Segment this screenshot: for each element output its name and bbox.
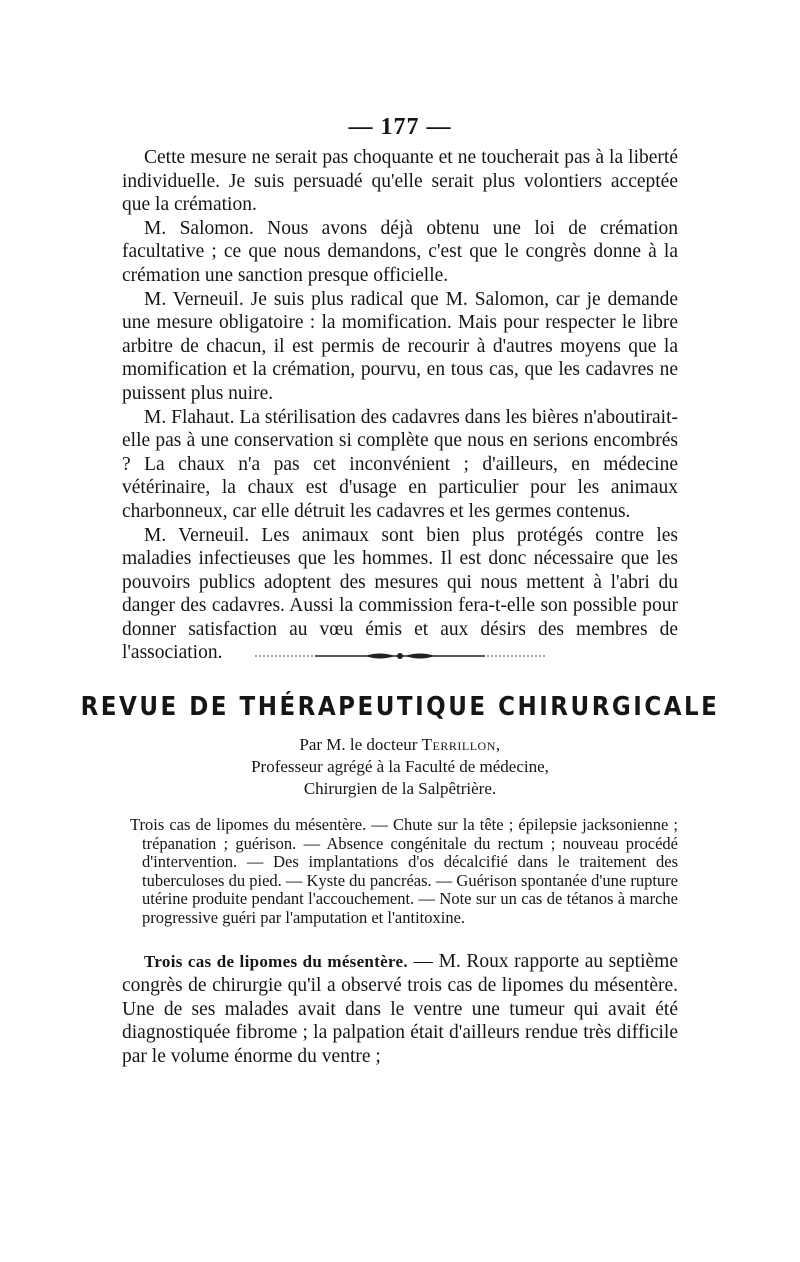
paragraph-1: Cette mesure ne serait pas choquante et ne toucherait pas à la liberté individuelle. Je suis persuadé qu'elle serait plus volontiers acceptée que la crémation. <box>122 147 678 216</box>
article-text <box>122 950 678 1069</box>
article-lead: Trois cas de lipomes du mésentère. <box>144 952 408 971</box>
article-paragraph <box>122 950 678 1069</box>
page-number: — 177 — <box>348 114 452 140</box>
paragraph-3: M. Verneuil. Je suis plus radical que M. Salomon, car je demande une mesure obligatoire : la momification. Mais pour respecter le libre arbitre de chacun, il est permis de recourir à d'autres moyens que la momification et la crémation, pourvu, en tous cas, que les cadavres ne puissent plus nuire. <box>122 288 678 404</box>
author-byline <box>0 734 800 800</box>
author-line <box>0 734 800 756</box>
paragraph-4: M. Flahaut. La stérilisation des cadavres dans les bières n'aboutirait-elle pas à une conservation si complète que nous en serions encombrés ? La chaux n'a pas cet inconvénient ; d'ailleurs, en médecine vétérinaire, la chaux est d'usage en particulier pour les animaux charbonneux, car elle détruit les cadavres et les germes contenus. <box>122 406 678 522</box>
author-name: Terrillon, <box>421 735 501 754</box>
discussion-text <box>122 146 678 665</box>
section-summary <box>130 816 678 928</box>
article-body: — M. Roux rapporte au septième congrès de chirurgie qu'il a observé trois cas de lipomes du mésentère. Une de ses malades avait dans le ventre une tumeur qui avait été diagnostiquée fibrome ; la palpation était d'ailleurs rendue très difficile par le volume énorme du ventre ; <box>122 951 678 1068</box>
summary-text: Trois cas de lipomes du mésentère. — Chute sur la tête ; épilepsie jacksonienne ; trépanation ; guérison. — Absence congénitale du rectum ; nouveau procédé d'intervention. — Des implantations d'os décalcifié dans le traitement des tuberculoses du pied. — Kyste du pancréas. — Guérison spontanée d'une rupture utérine produite pendant l'accouchement. — Note sur un cas de tétanos à marche progressive guéri par l'amputation et l'antitoxine. <box>130 815 678 927</box>
section-title: REVUE DE THÉRAPEUTIQUE CHIRURGICALE <box>80 692 720 722</box>
author-role-2: Chirurgien de la Salpêtrière. <box>303 779 497 798</box>
paragraph-2: M. Salomon. Nous avons déjà obtenu une loi de crémation facultative ; ce que nous demandons, c'est que le congrès donne à la crémation une sanction presque officielle. <box>122 217 678 286</box>
author-prefix: Par M. le docteur <box>299 735 422 754</box>
author-role-1: Professeur agrégé à la Faculté de médecine, <box>251 757 549 776</box>
ornamental-divider <box>255 650 545 662</box>
paragraph-5: M. Verneuil. Les animaux sont bien plus protégés contre les maladies infectieuses que les hommes. Il est donc nécessaire que les pouvoirs publics adoptent des mesures qui nous mettent à l'abri du danger des cadavres. Aussi la commission fera-t-elle son possible pour donner satisfaction au vœu émis et aux désirs des membres de l'association. <box>122 524 678 664</box>
